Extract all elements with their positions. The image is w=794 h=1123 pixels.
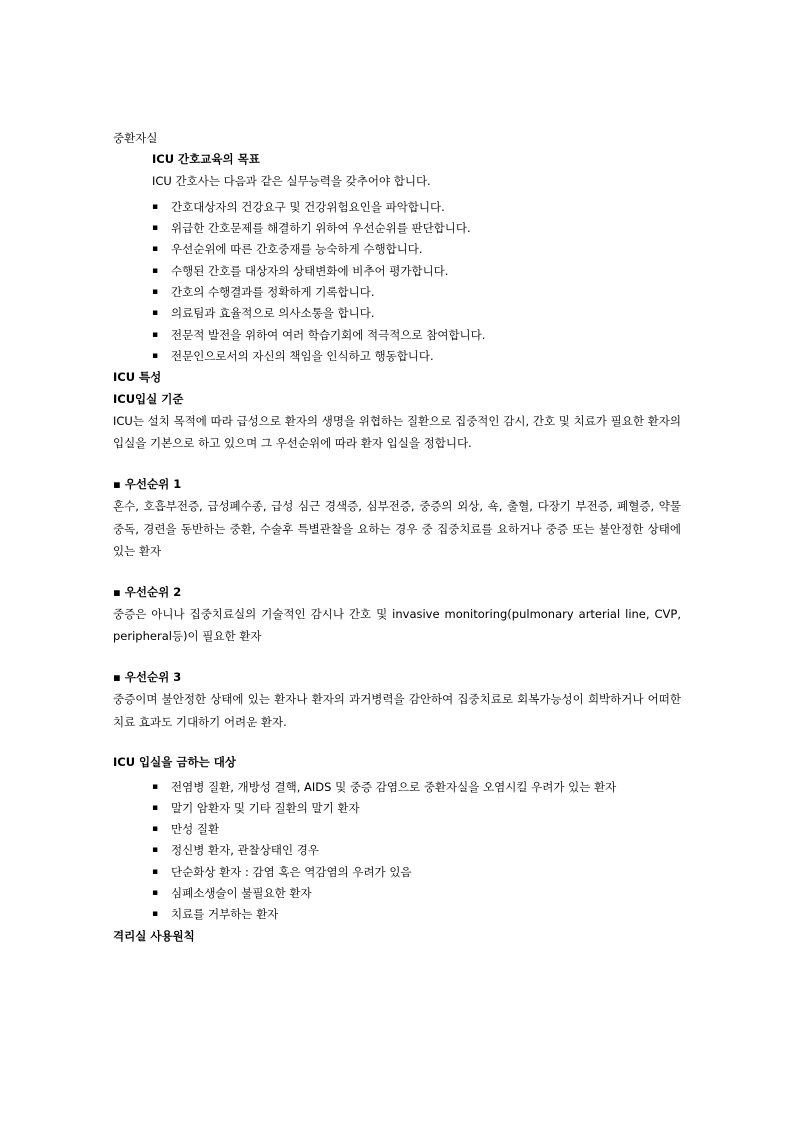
list-item: ▪ 위급한 간호문제를 해결하기 위하여 우선순위를 판단합니다. (113, 218, 681, 239)
bullet-icon: ▪ (152, 287, 159, 298)
list-item: ▪ 의료팀과 효율적으로 의사소통을 합니다. (113, 303, 681, 324)
bullet-icon: ▪ (152, 244, 159, 255)
isolation-room-title: 격리실 사용원칙 (113, 928, 195, 943)
bullet-icon: ▪ (152, 781, 159, 792)
priority-1-label: ▪ 우선순위 1 (113, 476, 182, 491)
list-item: ▪ 단순화상 환자 : 감염 혹은 역감염의 우려가 있음 (113, 862, 681, 883)
document-page (113, 128, 681, 947)
prohibited-title: ICU 입실을 금하는 대상 (113, 755, 236, 770)
admission-criteria-title: ICU입실 기준 (113, 391, 184, 406)
prohibited-list (113, 777, 681, 926)
list-item: ▪ 간호의 수행결과를 정확하게 기록합니다. (113, 282, 681, 303)
bullet-icon: ▪ (152, 201, 159, 212)
education-goal-list (113, 197, 681, 367)
bullet-icon: ▪ (152, 265, 159, 276)
bullet-icon: ▪ (152, 802, 159, 813)
bullet-icon: ▪ (152, 350, 159, 361)
bullet-icon: ▪ (152, 909, 159, 920)
bullet-icon: ▪ (152, 888, 159, 899)
priority-1-text: 혼수, 호흡부전증, 급성폐수종, 급성 심근 경색증, 심부전증, 중증의 외상, 쇽, 출혈, 다장기 부전증, 폐혈증, 약물 중독, 경련을 동반하는 중환, 수술후 특별관찰을 요하는 경우 중 집중치료를 요하거나 중증 또는 불안정한 상태에 있는 환자 (113, 499, 681, 559)
list-item: ▪ 치료를 거부하는 환자 (113, 904, 681, 925)
list-item: ▪ 말기 암환자 및 기타 질환의 말기 환자 (113, 798, 681, 819)
education-goal-title: ICU 간호교육의 목표 (152, 152, 260, 167)
bullet-icon: ▪ (152, 866, 159, 877)
icu-features-title: ICU 특성 (113, 370, 162, 385)
list-item: ▪ 만성 질환 (113, 819, 681, 840)
bullet-icon: ▪ (152, 824, 159, 835)
bullet-icon: ▪ (152, 845, 159, 856)
list-item: ▪ 우선순위에 따른 간호중재를 능숙하게 수행합니다. (113, 239, 681, 260)
bullet-icon: ▪ (152, 329, 159, 340)
section-heading-icu: 중환자실 (113, 131, 158, 145)
list-item: ▪ 수행된 간호를 대상자의 상태변화에 비추어 평가합니다. (113, 261, 681, 282)
list-item: ▪ 전문인으로서의 자신의 책임을 인식하고 행동합니다. (113, 346, 681, 367)
bullet-icon: ▪ (152, 223, 159, 234)
list-item: ▪ 전염병 질환, 개방성 결핵, AIDS 및 중증 감염으로 중환자실을 오염시킬 우려가 있는 환자 (113, 777, 681, 798)
list-item: ▪ 심폐소생술이 불필요한 환자 (113, 883, 681, 904)
priority-3-label: ▪ 우선순위 3 (113, 669, 182, 684)
list-item: ▪ 전문적 발전을 위하여 여러 학습기회에 적극적으로 참여합니다. (113, 325, 681, 346)
priority-2-label: ▪ 우선순위 2 (113, 584, 182, 599)
list-item: ▪ 정신병 환자, 관찰상태인 경우 (113, 840, 681, 861)
list-item: ▪ 간호대상자의 건강요구 및 건강위험요인을 파악합니다. (113, 197, 681, 218)
admission-criteria-text: ICU는 설치 목적에 따라 급성으로 환자의 생명을 위협하는 질환으로 집중적인 감시, 간호 및 치료가 필요한 환자의 입실을 기본으로 하고 있으며 그 우선순위에 따라 환자 입실을 정합니다. (113, 413, 681, 451)
priority-3-text: 중증이며 불안정한 상태에 있는 환자나 환자의 과거병력을 감안하여 집중치료로 회복가능성이 희박하거나 어떠한 치료 효과도 기대하기 어려운 환자. (113, 692, 681, 729)
education-goal-intro: ICU 간호사는 다음과 같은 실무능력을 갖추어야 합니다. (152, 173, 431, 188)
bullet-icon: ▪ (152, 308, 159, 319)
priority-2-text: 중증은 아니나 집중치료실의 기술적인 감시나 간호 및 invasive monitoring(pulmonary arterial line, CVP, peripheral등)이 필요한 환자 (113, 606, 681, 644)
